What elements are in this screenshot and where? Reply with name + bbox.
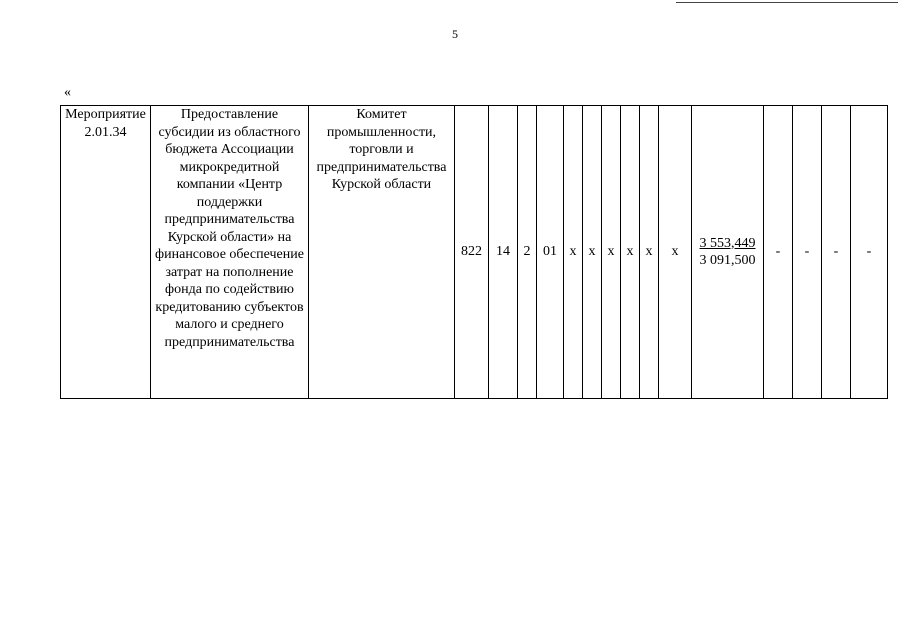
- code-cell-x1: х: [564, 106, 583, 399]
- program-table: [60, 105, 888, 399]
- code-cell-grbs: 822: [455, 106, 489, 399]
- executor-cell: Комитет промышленности, торговли и предпринимательства Курской области: [309, 106, 455, 399]
- amount-old: 3 553,449: [699, 235, 756, 251]
- code-cell-x3: х: [602, 106, 621, 399]
- dash-cell-2: -: [793, 106, 822, 399]
- dash-cell-4: -: [851, 106, 888, 399]
- table-row: [61, 106, 888, 399]
- description-cell: Предоставление субсидии из областного бюджета Ассоциации микрокредитной компании «Центр поддержки предпринимательства Курской области» на финансовое обеспечение затрат на пополнение фонда по содействию кредитованию субъектов малого и среднего предпринимательства: [151, 106, 309, 399]
- open-quote: «: [64, 85, 71, 100]
- amount-cell: [692, 106, 764, 399]
- code-cell-x2: х: [583, 106, 602, 399]
- code-cell-x5: х: [640, 106, 659, 399]
- top-rule: [676, 2, 898, 3]
- dash-cell-3: -: [822, 106, 851, 399]
- code-cell-x6: х: [659, 106, 692, 399]
- page-number: 5: [452, 27, 458, 41]
- dash-cell-1: -: [764, 106, 793, 399]
- code-cell-subprogram: 01: [537, 106, 564, 399]
- event-cell: Мероприятие 2.01.34: [61, 106, 151, 399]
- code-cell-section: 14: [489, 106, 518, 399]
- code-cell-x4: х: [621, 106, 640, 399]
- amount-new: 3 091,500: [699, 253, 756, 268]
- code-cell-program: 2: [518, 106, 537, 399]
